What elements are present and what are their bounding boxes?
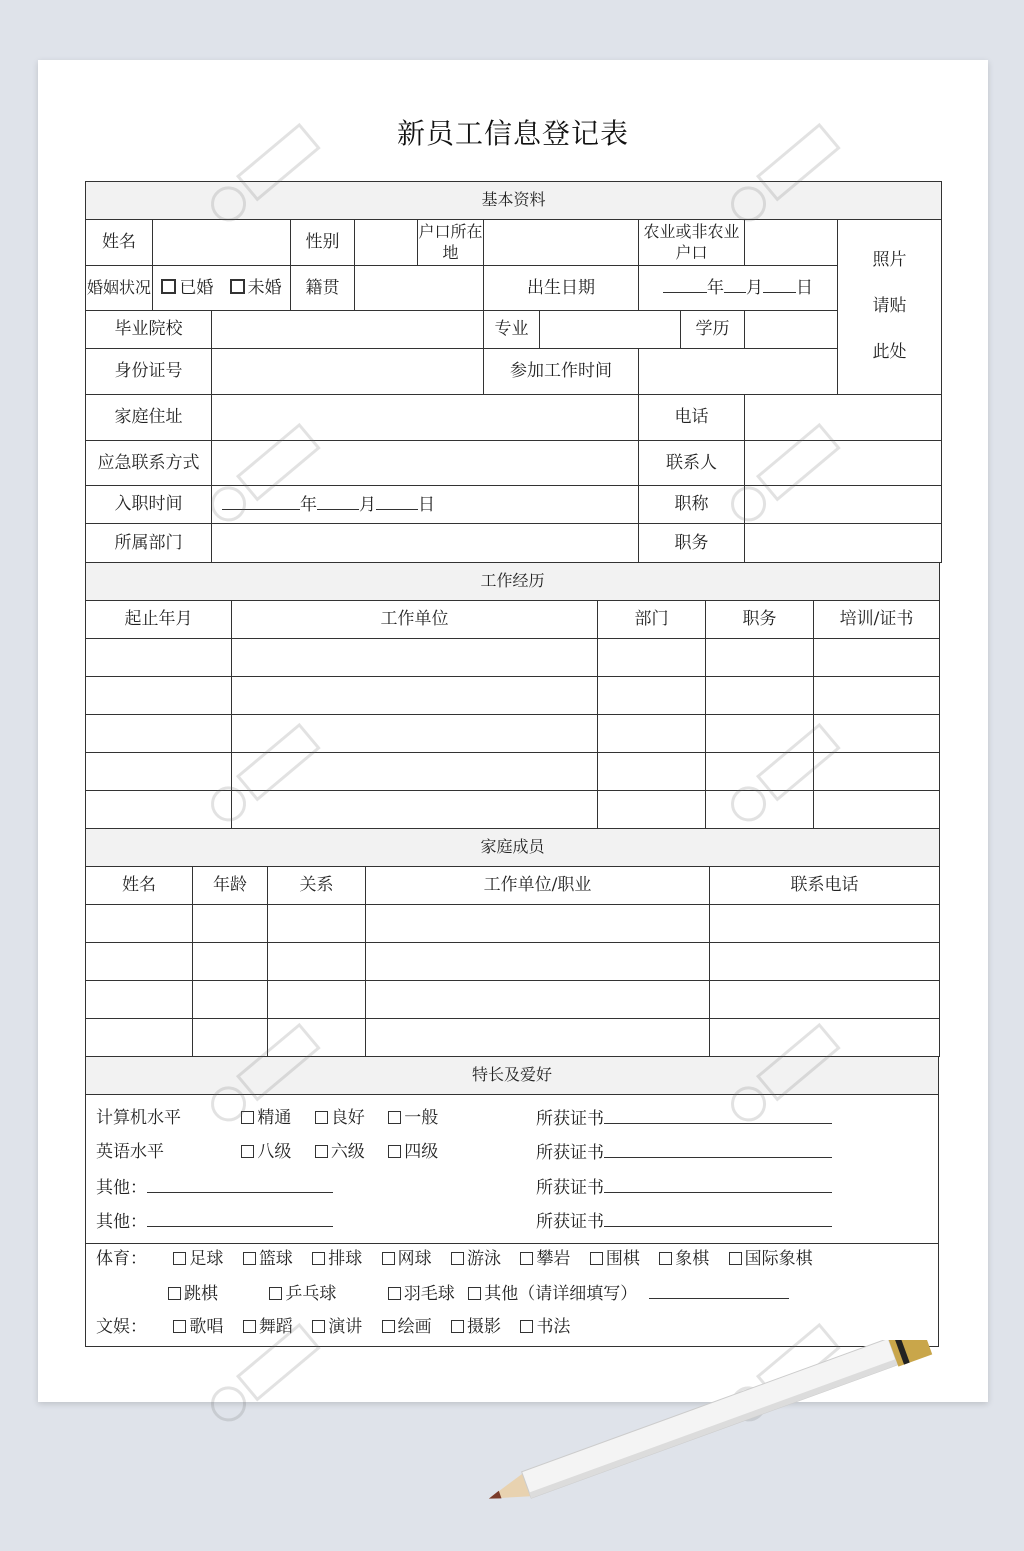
label-native: 籍贯 xyxy=(291,266,355,311)
cell[interactable] xyxy=(710,943,940,981)
label-emergency: 应急联系方式 xyxy=(86,441,212,486)
english-opt-2[interactable]: 六级 xyxy=(315,1141,365,1163)
family-header-name: 姓名 xyxy=(86,867,193,905)
table-row xyxy=(86,715,940,753)
cell[interactable] xyxy=(706,639,814,677)
checkbox-icon xyxy=(315,1111,328,1124)
cell[interactable] xyxy=(193,1019,268,1057)
english-opt-1[interactable]: 八级 xyxy=(241,1141,291,1163)
cell[interactable] xyxy=(86,905,193,943)
cell[interactable] xyxy=(86,791,232,829)
married-checkbox[interactable]: 已婚 xyxy=(161,278,213,298)
cell[interactable] xyxy=(268,943,366,981)
table-row xyxy=(86,943,940,981)
label-work-start: 参加工作时间 xyxy=(484,349,639,395)
input-hukou-place[interactable] xyxy=(484,220,639,266)
form-grid xyxy=(85,181,939,1347)
checkbox-icon xyxy=(382,1252,395,1265)
sports-opt[interactable]: 篮球 xyxy=(243,1248,293,1270)
cell[interactable] xyxy=(86,943,193,981)
cell[interactable] xyxy=(268,1019,366,1057)
cell[interactable] xyxy=(706,715,814,753)
cell[interactable] xyxy=(710,1019,940,1057)
cert-4[interactable]: 所获证书 xyxy=(536,1210,832,1233)
arts-opt[interactable]: 演讲 xyxy=(312,1316,362,1338)
input-work-start[interactable] xyxy=(639,349,838,395)
cell[interactable] xyxy=(706,753,814,791)
cell[interactable] xyxy=(232,791,598,829)
arts-row: 文娱： 歌唱 舞蹈 演讲 绘画 摄影 书法 xyxy=(96,1317,571,1337)
sports-opt[interactable]: 围棋 xyxy=(590,1248,640,1270)
cell[interactable] xyxy=(193,943,268,981)
label-address: 家庭住址 xyxy=(86,395,212,441)
photo-box[interactable] xyxy=(838,220,942,395)
checkbox-icon xyxy=(451,1252,464,1265)
unmarried-checkbox[interactable]: 未婚 xyxy=(230,278,282,298)
sports-opt[interactable]: 跳棋 xyxy=(168,1283,218,1305)
work-header-company: 工作单位 xyxy=(232,601,598,639)
label-join-date: 入职时间 xyxy=(86,486,212,524)
arts-opt[interactable]: 摄影 xyxy=(451,1316,501,1338)
checkbox-icon xyxy=(520,1320,533,1333)
marital-options xyxy=(153,266,291,311)
checkbox-icon xyxy=(312,1252,325,1265)
input-name[interactable] xyxy=(153,220,291,266)
cell[interactable] xyxy=(706,677,814,715)
label-phone: 电话 xyxy=(639,395,745,441)
input-contact[interactable] xyxy=(745,441,942,486)
sports-row-2 xyxy=(168,1282,789,1305)
section-basic: 基本资料 xyxy=(86,182,942,220)
input-id[interactable] xyxy=(212,349,484,395)
label-major: 专业 xyxy=(484,311,540,349)
cell[interactable] xyxy=(598,791,706,829)
arts-opt[interactable]: 舞蹈 xyxy=(243,1316,293,1338)
cert-2[interactable]: 所获证书 xyxy=(536,1141,832,1164)
sports-opt[interactable]: 排球 xyxy=(312,1248,362,1270)
label-hukou-place: 户口所在地 xyxy=(418,220,484,266)
checkbox-icon xyxy=(173,1252,186,1265)
label-computer: 计算机水平 xyxy=(96,1108,181,1128)
input-title-rank[interactable] xyxy=(745,486,942,524)
checkbox-icon xyxy=(241,1145,254,1158)
family-header-company: 工作单位/职业 xyxy=(366,867,710,905)
cell[interactable] xyxy=(366,981,710,1019)
checkbox-icon xyxy=(168,1287,181,1300)
photo-label-1: 照片 xyxy=(872,250,907,271)
sports-row-1: 体育： 足球 篮球 排球 网球 游泳 攀岩 围棋 象棋 国际象棋 xyxy=(96,1249,813,1269)
basic-info-table xyxy=(85,181,942,563)
computer-opt-2[interactable]: 良好 xyxy=(315,1107,365,1129)
checkbox-icon xyxy=(451,1320,464,1333)
family-header-phone: 联系电话 xyxy=(710,867,940,905)
label-dept: 所属部门 xyxy=(86,524,212,563)
photo-label-3: 此处 xyxy=(872,341,907,362)
family-header-relation: 关系 xyxy=(268,867,366,905)
label-id: 身份证号 xyxy=(86,349,212,395)
form-paper xyxy=(38,60,988,1402)
cell[interactable] xyxy=(193,905,268,943)
input-dept[interactable] xyxy=(212,524,639,563)
checkbox-icon xyxy=(241,1111,254,1124)
family-header-age: 年龄 xyxy=(193,867,268,905)
cell[interactable] xyxy=(598,715,706,753)
cell[interactable] xyxy=(598,677,706,715)
label-name: 姓名 xyxy=(86,220,153,266)
checkbox-icon xyxy=(269,1287,282,1300)
cell[interactable] xyxy=(814,639,940,677)
section-family: 家庭成员 xyxy=(86,829,940,867)
cell[interactable] xyxy=(232,639,598,677)
cell[interactable] xyxy=(86,753,232,791)
checkbox-icon xyxy=(315,1145,328,1158)
sports-opt-other[interactable]: 其他（请详细填写） xyxy=(468,1283,637,1305)
section-work: 工作经历 xyxy=(86,563,940,601)
pencil-icon xyxy=(455,1340,955,1500)
table-row xyxy=(86,981,940,1019)
other-2[interactable]: 其他： xyxy=(96,1210,333,1233)
input-join-date[interactable]: 年 月 日 xyxy=(212,486,639,524)
computer-opt-1[interactable]: 精通 xyxy=(241,1107,291,1129)
checkbox-icon xyxy=(388,1145,401,1158)
input-major[interactable] xyxy=(540,311,681,349)
checkbox-icon xyxy=(590,1252,603,1265)
sports-opt[interactable]: 游泳 xyxy=(451,1248,501,1270)
cell[interactable] xyxy=(366,943,710,981)
hobbies xyxy=(86,1244,939,1347)
cell[interactable] xyxy=(232,715,598,753)
work-header-period: 起止年月 xyxy=(86,601,232,639)
cell[interactable] xyxy=(86,715,232,753)
sports-opt[interactable]: 象棋 xyxy=(659,1248,709,1270)
sports-opt[interactable]: 足球 xyxy=(173,1248,223,1270)
cell[interactable] xyxy=(814,753,940,791)
input-degree[interactable] xyxy=(745,311,838,349)
cert-3[interactable]: 所获证书 xyxy=(536,1176,832,1199)
input-address[interactable] xyxy=(212,395,639,441)
input-birth[interactable]: 年 月 日 xyxy=(639,266,838,311)
sports-opt[interactable]: 乒乓球 xyxy=(269,1283,336,1305)
label-gender: 性别 xyxy=(291,220,355,266)
cell[interactable] xyxy=(86,639,232,677)
family-table xyxy=(85,828,940,1057)
cell[interactable] xyxy=(232,753,598,791)
cell[interactable] xyxy=(598,753,706,791)
work-header-cert: 培训/证书 xyxy=(814,601,940,639)
section-skills: 特长及爱好 xyxy=(86,1057,939,1095)
sports-opt[interactable]: 国际象棋 xyxy=(729,1248,813,1270)
cell[interactable] xyxy=(814,791,940,829)
page-title: 新员工信息登记表 xyxy=(396,117,629,150)
english-opt-3[interactable]: 四级 xyxy=(388,1141,438,1163)
cell[interactable] xyxy=(814,677,940,715)
cell[interactable] xyxy=(366,1019,710,1057)
input-gender[interactable] xyxy=(355,220,418,266)
skills-levels xyxy=(86,1095,939,1244)
input-position[interactable] xyxy=(745,524,942,563)
input-hukou-type[interactable] xyxy=(745,220,838,266)
label-hukou-type: 农业或非农业户口 xyxy=(639,220,745,266)
cell[interactable] xyxy=(814,715,940,753)
work-history-table xyxy=(85,562,940,829)
checkbox-icon xyxy=(382,1320,395,1333)
arts-opt[interactable]: 书法 xyxy=(520,1316,570,1338)
checkbox-icon xyxy=(468,1287,481,1300)
skills-table xyxy=(85,1056,939,1347)
other-1[interactable]: 其他： xyxy=(96,1176,333,1199)
work-header-dept: 部门 xyxy=(598,601,706,639)
label-title-rank: 职称 xyxy=(639,486,745,524)
cell[interactable] xyxy=(366,905,710,943)
table-row xyxy=(86,677,940,715)
label-position: 职务 xyxy=(639,524,745,563)
sports-opt[interactable]: 攀岩 xyxy=(520,1248,570,1270)
checkbox-icon xyxy=(659,1252,672,1265)
sports-other-line[interactable] xyxy=(649,1282,789,1299)
cell[interactable] xyxy=(86,677,232,715)
checkbox-icon xyxy=(388,1111,401,1124)
cell[interactable] xyxy=(86,1019,193,1057)
checkbox-icon xyxy=(388,1287,401,1300)
cell[interactable] xyxy=(86,981,193,1019)
label-english: 英语水平 xyxy=(96,1142,164,1162)
checkbox-icon xyxy=(520,1252,533,1265)
photo-label-2: 请贴 xyxy=(872,296,907,317)
checkbox-icon xyxy=(243,1320,256,1333)
cell[interactable] xyxy=(710,905,940,943)
work-header-position: 职务 xyxy=(706,601,814,639)
cell[interactable] xyxy=(706,791,814,829)
cert-1[interactable]: 所获证书 xyxy=(536,1107,832,1130)
cell[interactable] xyxy=(232,677,598,715)
cell[interactable] xyxy=(193,981,268,1019)
sports-opt[interactable]: 羽毛球 xyxy=(388,1283,455,1305)
table-row xyxy=(86,753,940,791)
label-marital: 婚姻状况 xyxy=(86,266,153,311)
table-row xyxy=(86,639,940,677)
input-school[interactable] xyxy=(212,311,484,349)
checkbox-icon xyxy=(230,279,245,294)
table-row xyxy=(86,1019,940,1057)
cell[interactable] xyxy=(598,639,706,677)
checkbox-icon xyxy=(243,1252,256,1265)
checkbox-icon xyxy=(729,1252,742,1265)
checkbox-icon xyxy=(173,1320,186,1333)
table-row xyxy=(86,905,940,943)
label-birth: 出生日期 xyxy=(484,266,639,311)
input-emergency[interactable] xyxy=(212,441,639,486)
arts-opt[interactable]: 歌唱 xyxy=(173,1316,223,1338)
cell[interactable] xyxy=(710,981,940,1019)
label-school: 毕业院校 xyxy=(86,311,212,349)
cell[interactable] xyxy=(268,981,366,1019)
input-native[interactable] xyxy=(355,266,484,311)
computer-opt-3[interactable]: 一般 xyxy=(388,1107,438,1129)
label-contact: 联系人 xyxy=(639,441,745,486)
label-degree: 学历 xyxy=(681,311,745,349)
input-phone[interactable] xyxy=(745,395,942,441)
sports-opt[interactable]: 网球 xyxy=(382,1248,432,1270)
arts-opt[interactable]: 绘画 xyxy=(382,1316,432,1338)
table-row xyxy=(86,791,940,829)
checkbox-icon xyxy=(161,279,176,294)
checkbox-icon xyxy=(312,1320,325,1333)
cell[interactable] xyxy=(268,905,366,943)
